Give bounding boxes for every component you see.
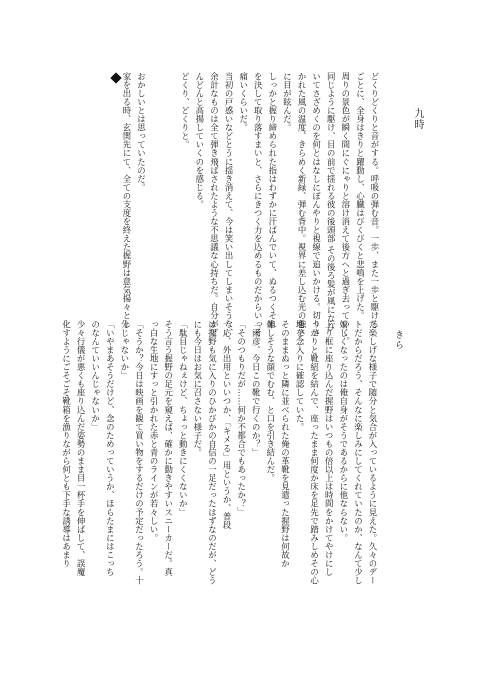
- text-line: 余計なものは全て弾き飛ばされたような不思議な心持ちだ。自分がど: [209, 72, 220, 337]
- text-line: かれた風の温度、きらめく新緑、弾む背中。視界に差し込む光の強さ: [297, 72, 308, 337]
- text-line: おかしいとは思っていたのだ。: [136, 72, 147, 192]
- text-line: 痛いくらいだ。: [238, 72, 249, 132]
- text-line: 少々行儀が悪くも座り込んだ姿勢のまま目一杯手を伸ばして、誤魔: [76, 320, 87, 577]
- text-line: 分じゃないか」: [119, 320, 130, 380]
- author-name: きら: [393, 330, 403, 350]
- text-line: 難しそうな顔でむむ、と口を引き結んだ。: [265, 320, 276, 483]
- text-line: そのままぬっと隣に並べられた俺の革靴を見遣った握野は何故か: [280, 320, 291, 568]
- text-line: どくりどくりと音がする。呼吸の弾む音。一歩、また一歩と駆ける: [370, 72, 380, 329]
- text-line: ごとに、全身はきりと躍動し、心臓はびくびくと悲鳴を上げた。: [355, 72, 366, 320]
- text-line: 化すようにごそごそ靴箱を漁りながら何とも下手な誘導はあまり: [61, 320, 72, 568]
- text-line: に目が眩んだ。: [282, 72, 293, 132]
- text-line: 上り框に座り込んだ握野はいつもの倍以上は時間をかけてやけにし: [324, 320, 335, 577]
- text-line: 周りの景色が瞬く間にぐにゃりと溶け消えて後方へと過ぎ去っていく。: [340, 72, 351, 346]
- text-line: 「雨彦、今日この靴で行くのか？」: [251, 320, 262, 457]
- text-line: 家を出る時、玄関先にて、全ての支度を終えた握野は意気揚々とし: [121, 72, 132, 329]
- lower-text-block: [8, 320, 380, 650]
- text-line: っかりと靴紐を結んで、座ったまま何度か床を足先で踏みしめその心: [309, 320, 320, 585]
- text-line: た楽しげな様子で随分と気合が入っているように見えた。久々のデー: [368, 320, 378, 585]
- text-line: は握野も気に入りのひかびかの自信の一足だったはずなのだが、どう: [207, 320, 218, 585]
- text-line: 「そのつもりだが……何か不都合でもあったか？」: [236, 320, 247, 517]
- chapter-title: 九時: [412, 108, 423, 130]
- text-line: 「駄目じゃねぇけど、ちょっと動きにくくないか」: [178, 320, 189, 517]
- text-line: 「いやまあそうだけど、念のためっていうか、ほらたまにはこっち: [105, 320, 116, 577]
- text-line: しっかと握り締められた指はわずかに汗ばんでいて、ぬるつくそれ: [267, 72, 278, 329]
- text-line: 地を念入りに確認していた。: [295, 320, 306, 432]
- text-line: にも今日はお気に召さない様子だ。: [192, 320, 203, 457]
- text-line: っ白な生地にすっと引かれた赤と青のラインが若々しい。: [149, 320, 160, 543]
- text-line: 一応、外出用といいつか、「キメる」用というか、普段: [222, 320, 233, 530]
- text-line: のなんていいんじゃないか」: [90, 320, 101, 432]
- text-line: を決して取り落すまいと、さらにきつく力を込めるものだからいっそ: [253, 72, 264, 337]
- text-line: トだからだろう、そんなに楽しみにしてくれていたのか、なんて少し: [353, 320, 364, 585]
- text-line: 当初の戸惑いなどとうに揺き消えて、今は笑い出してしまいそうな、: [224, 72, 235, 337]
- text-line: そう言う握野の足元を窺えば、確かに動きやすいスニーカーだ。真: [163, 320, 174, 577]
- text-line: どくり、どくりと。: [180, 72, 191, 149]
- text-line: いてさざめくのを何とはなしにぼんやりと視線で追いかける。切りさ: [311, 72, 322, 337]
- text-line: 同じように駆け、目の前で揺れる彼の後頭部 その後ろ髪が風になび: [326, 72, 337, 332]
- text-line: 嬉しくなったのは俺自身がそうであるからに他ならない。: [338, 320, 349, 543]
- text-line: 「そうか？今日は映画を観て買い物をするだけの予定だったろう。十: [134, 320, 145, 585]
- text-line: んどんと高揚していくのを感じる。: [194, 72, 205, 209]
